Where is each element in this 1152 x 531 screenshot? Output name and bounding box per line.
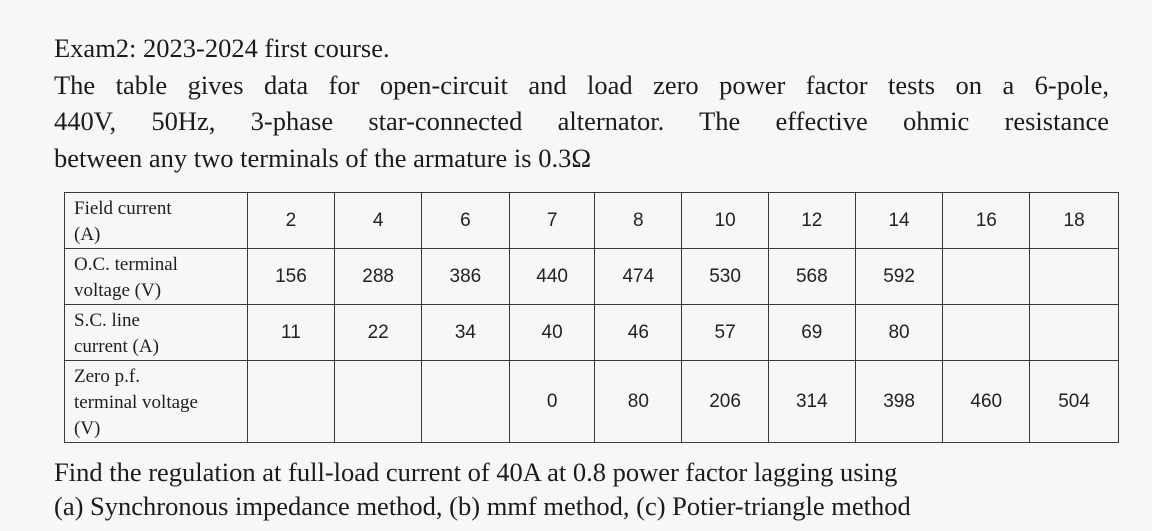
table-cell (335, 361, 422, 443)
table-cell: 80 (855, 305, 943, 361)
problem-line-1: The table gives data for open-circuit and load zero power factor tests on a 6-pole, (54, 69, 1109, 100)
row-header-line: voltage (V) (74, 280, 162, 301)
table-cell: 474 (595, 249, 682, 305)
table-cell (943, 305, 1030, 361)
table-cell: 16 (943, 193, 1030, 249)
table-row (65, 249, 1119, 305)
table-cell: 7 (509, 193, 595, 249)
table-cell: 4 (335, 193, 422, 249)
table-cell: 206 (682, 361, 769, 443)
row-header-line: terminal voltage (74, 392, 198, 413)
table-cell: 440 (509, 249, 595, 305)
table-cell (1030, 249, 1119, 305)
question-line-2: (a) Synchronous impedance method, (b) mmf method, (c) Potier-triangle method (54, 491, 911, 521)
row-header-line: (A) (74, 224, 101, 245)
table-cell: 2 (247, 193, 335, 249)
table-cell (1030, 305, 1119, 361)
table-cell: 22 (335, 305, 422, 361)
problem-statement (54, 30, 1109, 176)
table-cell: 46 (595, 305, 682, 361)
table-cell: 8 (595, 193, 682, 249)
row-header (65, 305, 248, 361)
table-cell: 57 (682, 305, 769, 361)
table-cell: 504 (1030, 361, 1119, 443)
table-row (65, 361, 1119, 443)
row-header-line: O.C. terminal (74, 254, 178, 275)
test-data-table (64, 192, 1119, 443)
table-cell: 288 (335, 249, 422, 305)
table-cell: 40 (509, 305, 595, 361)
table-cell: 10 (682, 193, 769, 249)
table-row (65, 193, 1119, 249)
table-cell: 314 (768, 361, 855, 443)
table-cell: 398 (855, 361, 943, 443)
table-cell (943, 249, 1030, 305)
row-header-line: S.C. line (74, 310, 140, 331)
table-cell: 80 (595, 361, 682, 443)
table-cell: 14 (855, 193, 943, 249)
row-header (65, 193, 248, 249)
row-header-line: current (A) (74, 336, 159, 357)
problem-line-3: between any two terminals of the armature is 0.3Ω (54, 142, 592, 173)
table-cell: 12 (768, 193, 855, 249)
table-body (65, 193, 1119, 443)
table-cell (422, 361, 510, 443)
table-cell: 460 (943, 361, 1030, 443)
table-cell: 592 (855, 249, 943, 305)
question-line-1: Find the regulation at full-load current of 40A at 0.8 power factor lagging using (54, 457, 898, 487)
row-header-line: Zero p.f. (74, 366, 140, 387)
table-cell: 156 (247, 249, 335, 305)
table-cell: 568 (768, 249, 855, 305)
row-header (65, 361, 248, 443)
question-text (54, 455, 911, 523)
row-header (65, 249, 248, 305)
problem-line-2: 440V, 50Hz, 3-phase star-connected alternator. The effective ohmic resistance (54, 106, 1109, 136)
exam-title: Exam2: 2023-2024 first course. (54, 33, 390, 63)
table-cell: 6 (422, 193, 510, 249)
table-cell: 11 (247, 305, 335, 361)
table-cell: 69 (768, 305, 855, 361)
table-cell: 530 (682, 249, 769, 305)
table-cell: 34 (422, 305, 510, 361)
table-cell: 0 (509, 361, 595, 443)
table-row (65, 305, 1119, 361)
table-cell: 18 (1030, 193, 1119, 249)
table-cell: 386 (422, 249, 510, 305)
table-cell (247, 361, 335, 443)
row-header-line: (V) (74, 418, 101, 439)
row-header-line: Field current (74, 198, 172, 219)
